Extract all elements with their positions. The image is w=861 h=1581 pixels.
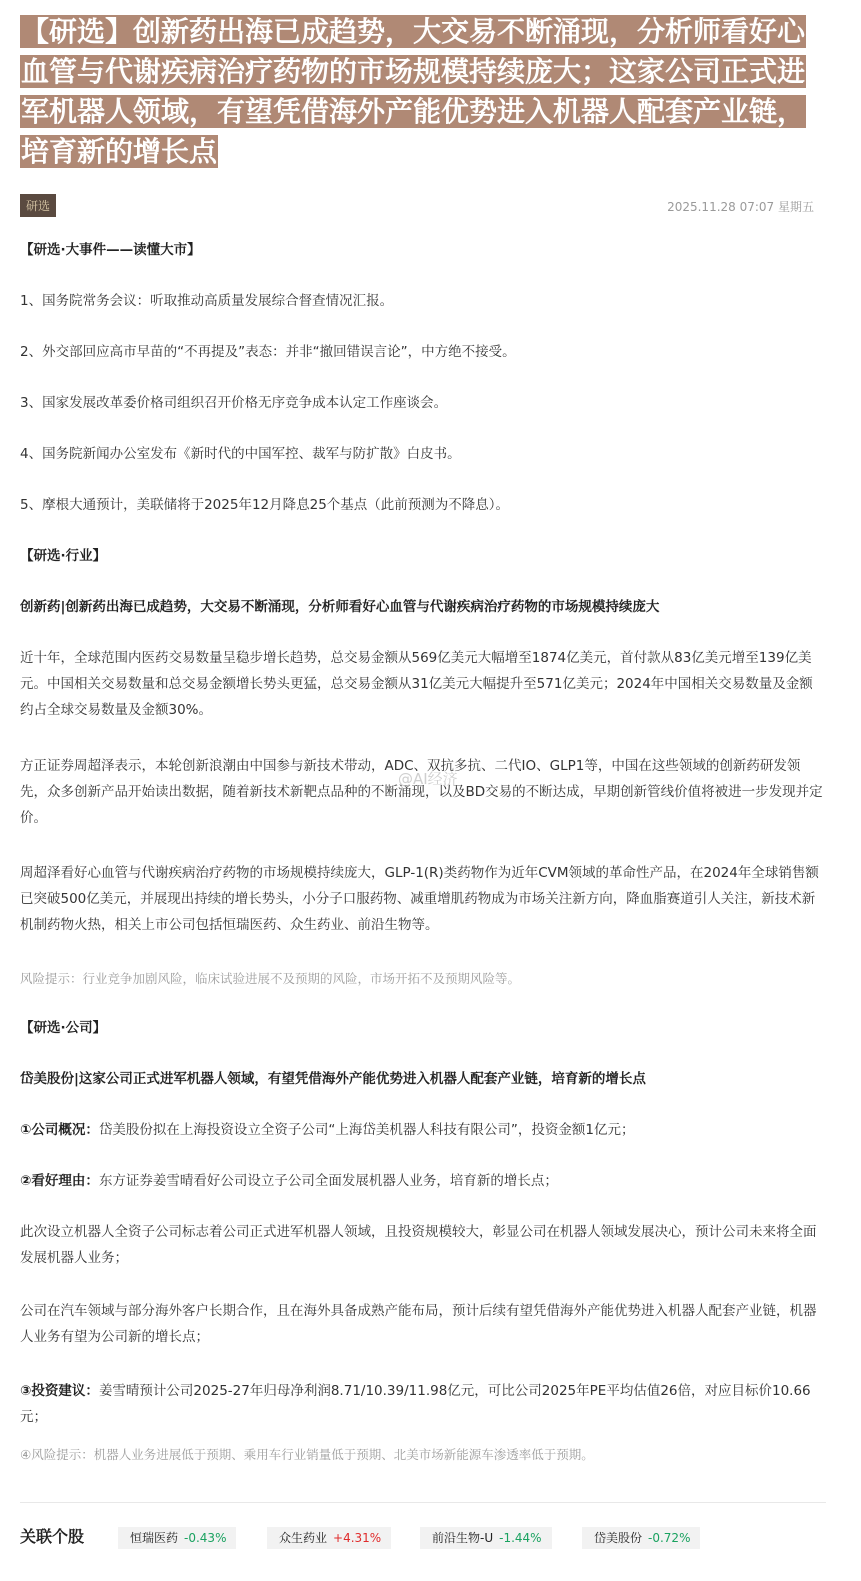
industry-paragraph: 周超泽看好心血管与代谢疾病治疗药物的市场规模持续庞大，GLP-1(R)类药物作为近年CVM领域的革命性产品，在2024年全球销售额已突破500亿美元，并展现出持续的增长势头，小分子口服药物、减重增肌药物成为市场关注新方向，降血脂赛道引人关注，新技术新机制药物火热，相关上市公司包括恒瑞医药、众生药业、前沿生物等。 bbox=[20, 865, 819, 933]
overview-label: ①公司概况： bbox=[20, 1122, 99, 1138]
related-stock-chip[interactable] bbox=[420, 1527, 552, 1549]
company-overview bbox=[20, 1117, 826, 1143]
industry-paragraph: 近十年，全球范围内医药交易数量呈稳步增长趋势，总交易金额从569亿美元大幅增至1874亿美元，首付款从83亿美元增至139亿美元。中国相关交易数量和总交易金额增长势头更猛，总交易金额从31亿美元大幅提升至571亿美元；2024年中国相关交易数量及金额约占全球交易数量及金额30%。 bbox=[20, 650, 813, 718]
stock-change: -1.44% bbox=[499, 1531, 542, 1545]
company-paragraph: 此次设立机器人全资子公司标志着公司正式进军机器人领域，且投资规模较大，彰显公司在机器人领域发展决心，预计公司未来将全面发展机器人业务； bbox=[20, 1224, 817, 1266]
invest-text: 姜雪晴预计公司2025-27年归母净利润8.71/10.39/11.98亿元，可比公司2025年PE平均估值26倍，对应目标价10.66元； bbox=[20, 1383, 811, 1425]
stock-name: 岱美股份 bbox=[594, 1531, 643, 1545]
publish-datetime: 2025.11.28 07:07 星期五 bbox=[667, 200, 814, 214]
related-stock-chip[interactable] bbox=[267, 1527, 391, 1549]
industry-paragraph: 方正证券周超泽表示，本轮创新浪潮由中国参与新技术带动，ADC、双抗多抗、二代IO、GLP1等，中国在这些领域的创新药研发领先，众多创新产品开始读出数据，随着新技术新靶点品种的不断涌现，以及BD交易的不断达成，早期创新管线价值将被进一步发现并定价。 bbox=[20, 758, 823, 826]
company-paragraph: 公司在汽车领域与部分海外客户长期合作，且在海外具备成熟产能布局，预计后续有望凭借海外产能优势进入机器人配套产业链，机器人业务有望为公司新的增长点； bbox=[20, 1303, 817, 1345]
stock-name: 众生药业 bbox=[279, 1531, 328, 1545]
event-item: 5、摩根大通预计，美联储将于2025年12月降息25个基点（此前预测为不降息）。 bbox=[20, 497, 510, 513]
related-stock-chip[interactable] bbox=[118, 1527, 236, 1549]
category-tag[interactable]: 研选 bbox=[20, 194, 56, 217]
section-heading-events: 【研选·大事件——读懂大市】 bbox=[20, 242, 201, 258]
stock-name: 恒瑞医药 bbox=[130, 1531, 179, 1545]
related-stocks-label: 关联个股 bbox=[20, 1527, 85, 1546]
industry-risk-note: 风险提示：行业竞争加剧风险，临床试验进展不及预期的风险，市场开拓不及预期风险等。 bbox=[20, 971, 521, 986]
article-title: 【研选】创新药出海已成趋势，大交易不断涌现，分析师看好心血管与代谢疾病治疗药物的市场规模持续庞大；这家公司正式进军机器人领域，有望凭借海外产能优势进入机器人配套产业链，培育新的增长点 bbox=[21, 15, 806, 168]
section-heading-company: 【研选·公司】 bbox=[20, 1020, 107, 1036]
event-item: 1、国务院常务会议：听取推动高质量发展综合督查情况汇报。 bbox=[20, 293, 394, 309]
event-item: 3、国家发展改革委价格司组织召开价格无序竞争成本认定工作座谈会。 bbox=[20, 395, 448, 411]
divider bbox=[20, 1502, 826, 1503]
event-item: 2、外交部回应高市早苗的“不再提及”表态：并非“撤回错误言论”，中方绝不接受。 bbox=[20, 344, 516, 360]
stock-change: -0.43% bbox=[184, 1531, 227, 1545]
company-risk-note: ④风险提示：机器人业务进展低于预期、乘用车行业销量低于预期、北美市场新能源车渗透率低于预期。 bbox=[20, 1447, 594, 1462]
watermark: @AI经济 bbox=[398, 770, 458, 788]
reason-text: 东方证券姜雪晴看好公司设立子公司全面发展机器人业务，培育新的增长点； bbox=[98, 1173, 558, 1189]
invest-label: ③投资建议： bbox=[20, 1383, 99, 1399]
company-invest bbox=[20, 1378, 826, 1430]
stock-name: 前沿生物-U bbox=[432, 1531, 494, 1545]
industry-subtitle: 创新药|创新药出海已成趋势，大交易不断涌现，分析师看好心血管与代谢疾病治疗药物的市场规模持续庞大 bbox=[20, 599, 660, 615]
company-reason bbox=[20, 1168, 826, 1194]
overview-text: 岱美股份拟在上海投资设立全资子公司“上海岱美机器人科技有限公司”，投资金额1亿元； bbox=[98, 1122, 635, 1138]
event-item: 4、国务院新闻办公室发布《新时代的中国军控、裁军与防扩散》白皮书。 bbox=[20, 446, 461, 462]
section-heading-industry: 【研选·行业】 bbox=[20, 548, 107, 564]
stock-change: +4.31% bbox=[333, 1531, 382, 1545]
company-subtitle: 岱美股份|这家公司正式进军机器人领域，有望凭借海外产能优势进入机器人配套产业链，培育新的增长点 bbox=[20, 1071, 646, 1087]
reason-label: ②看好理由： bbox=[20, 1173, 99, 1189]
related-stock-chip[interactable] bbox=[582, 1527, 700, 1549]
article-meta bbox=[20, 194, 826, 216]
stock-change: -0.72% bbox=[648, 1531, 691, 1545]
